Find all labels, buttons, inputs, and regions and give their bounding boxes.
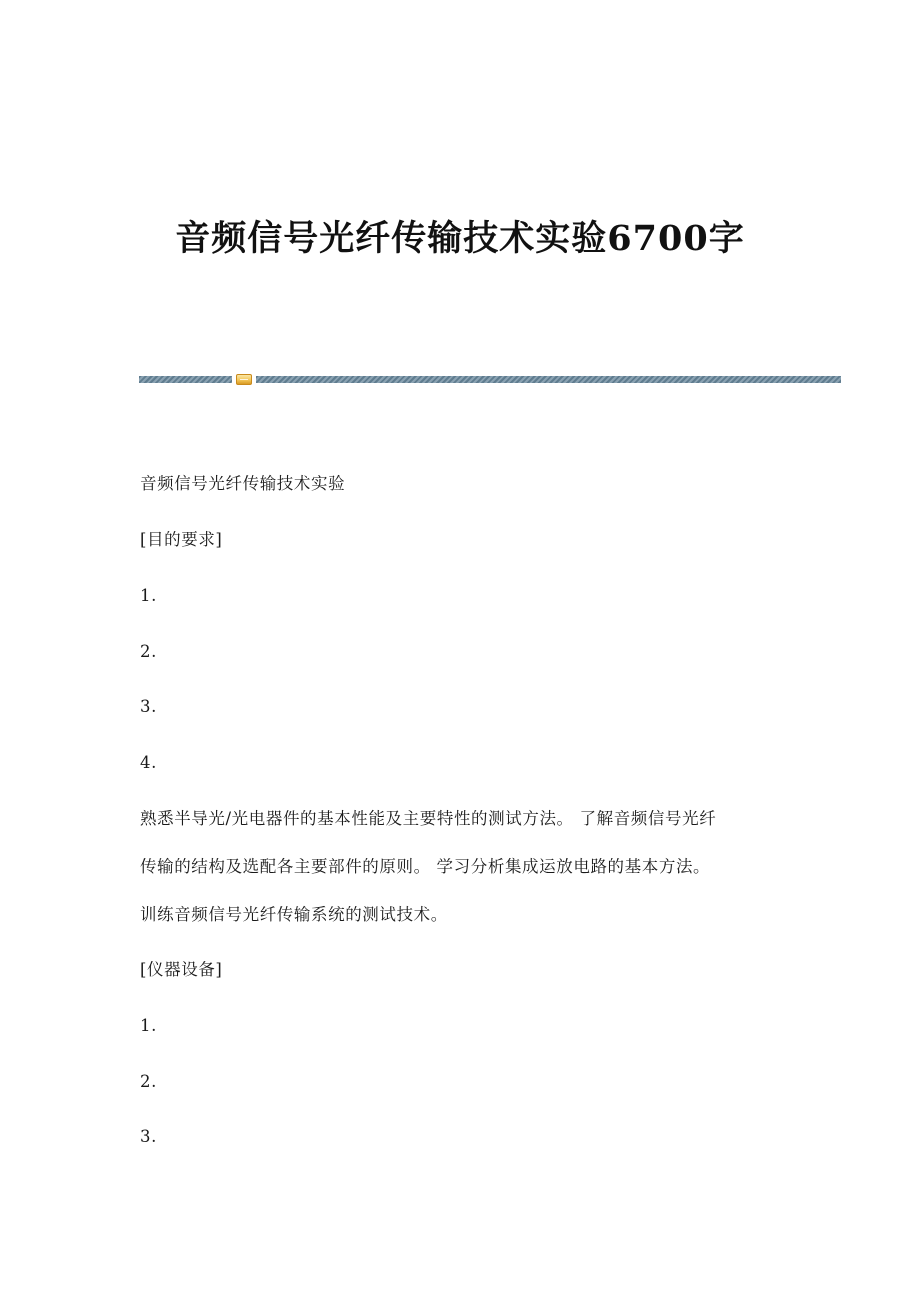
divider-bar-right [256,376,841,383]
title-divider [139,375,841,385]
list-item: 1. [140,586,157,605]
envelope-icon [236,374,252,385]
paragraph-line: 熟悉半导光/光电器件的基本性能及主要特性的测试方法。 了解音频信号光纤 [140,809,717,828]
paragraph-line: 训练音频信号光纤传输系统的测试技术。 [140,905,448,924]
document-title: 音频信号光纤传输技术实验6700字 [175,218,745,259]
list-item: 2. [140,1072,157,1091]
list-item: 3. [140,697,157,716]
paragraph-line: 传输的结构及选配各主要部件的原则。 学习分析集成运放电路的基本方法。 [140,857,711,876]
section-heading-purpose: [目的要求] [140,530,223,549]
list-item: 3. [140,1127,157,1146]
divider-bar-left [139,376,232,383]
body-subtitle: 音频信号光纤传输技术实验 [140,474,346,493]
list-item: 4. [140,753,157,772]
list-item: 2. [140,642,157,661]
section-heading-equipment: [仪器设备] [140,960,223,979]
list-item: 1. [140,1016,157,1035]
